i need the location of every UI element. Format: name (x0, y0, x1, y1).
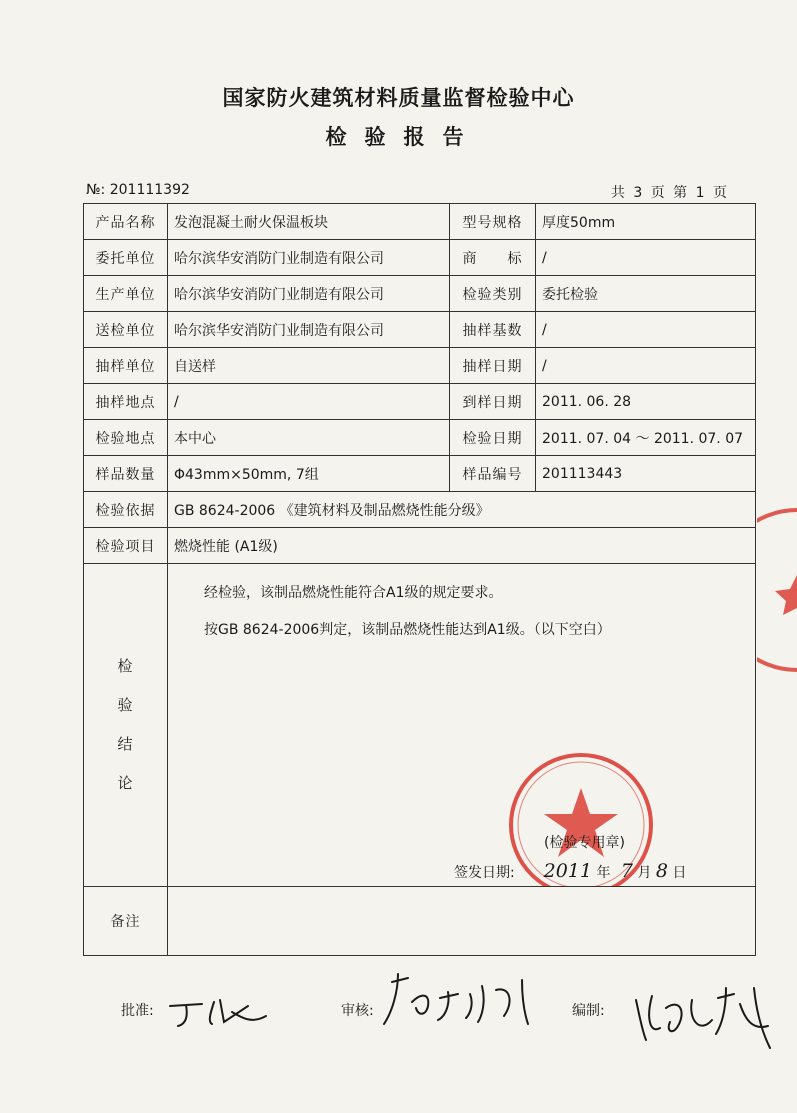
field-value: 委托检验 (536, 276, 756, 312)
field-value: 本中心 (168, 420, 450, 456)
field-value: / (536, 348, 756, 384)
compile-label: 编制: (572, 1003, 605, 1019)
remark-label: 备注 (84, 887, 168, 956)
field-value: Φ43mm×50mm, 7组 (168, 456, 450, 492)
field-label: 抽样单位 (84, 348, 168, 384)
issue-year-unit: 年 (596, 865, 611, 881)
field-label: 型号规格 (450, 204, 536, 240)
conclusion-label-char: 验 (117, 696, 134, 714)
conclusion-content (168, 564, 756, 887)
field-label: 生产单位 (84, 276, 168, 312)
field-label: 样品数量 (84, 456, 168, 492)
table-row (84, 456, 756, 492)
conclusion-label-char: 论 (117, 774, 134, 792)
field-label: 商 标 (450, 240, 536, 276)
field-value: 发泡混凝土耐火保温板块 (168, 204, 450, 240)
seal-label: (检验专用章) (544, 835, 625, 851)
field-label: 检验地点 (84, 420, 168, 456)
approve-signature-icon (162, 992, 272, 1032)
field-label: 委托单位 (84, 240, 168, 276)
field-label: 产品名称 (84, 204, 168, 240)
table-row (84, 528, 756, 564)
table-row (84, 492, 756, 528)
conclusion-row (84, 564, 756, 887)
table-row (84, 420, 756, 456)
report-table (83, 203, 756, 956)
field-label: 抽样基数 (450, 312, 536, 348)
field-value: 自送样 (168, 348, 450, 384)
table-row (84, 312, 756, 348)
field-value: 哈尔滨华安消防门业制造有限公司 (168, 312, 450, 348)
basis-value: GB 8624-2006 《建筑材料及制品燃烧性能分级》 (168, 492, 756, 528)
remark-value (168, 887, 756, 956)
conclusion-label (84, 564, 168, 887)
issue-day: 8 (655, 860, 668, 882)
issue-date-label: 签发日期: (454, 865, 515, 881)
field-value: 厚度50mm (536, 204, 756, 240)
field-label: 样品编号 (450, 456, 536, 492)
conclusion-line-1: 经检验，该制品燃烧性能符合A1级的规定要求。 (204, 585, 503, 601)
table-row (84, 204, 756, 240)
report-title: 检验报告 (325, 125, 482, 149)
field-label: 抽样地点 (84, 384, 168, 420)
field-value: 哈尔滨华安消防门业制造有限公司 (168, 276, 450, 312)
field-label: 到样日期 (450, 384, 536, 420)
approve-label: 批准: (121, 1003, 154, 1019)
basis-label: 检验依据 (84, 492, 168, 528)
field-label: 送检单位 (84, 312, 168, 348)
conclusion-label-char: 检 (117, 657, 134, 675)
remark-row (84, 887, 756, 956)
issue-month-unit: 月 (637, 865, 652, 881)
field-label: 抽样日期 (450, 348, 536, 384)
issue-month: 7 (620, 860, 633, 882)
edge-seal-icon (757, 505, 797, 675)
report-org-title: 国家防火建筑材料质量监督检验中心 (222, 86, 575, 110)
field-value: 2011. 06. 28 (536, 384, 756, 420)
item-value: 燃烧性能 (A1级) (168, 528, 756, 564)
conclusion-label-char: 结 (117, 735, 134, 753)
conclusion-line-2: 按GB 8624-2006判定，该制品燃烧性能达到A1级。（以下空白） (204, 622, 611, 638)
compile-signature-icon (626, 978, 776, 1058)
issue-day-unit: 日 (672, 865, 687, 881)
item-label: 检验项目 (84, 528, 168, 564)
field-value: 哈尔滨华安消防门业制造有限公司 (168, 240, 450, 276)
table-row (84, 348, 756, 384)
field-label: 检验类别 (450, 276, 536, 312)
field-value: 201113443 (536, 456, 756, 492)
page-info: 共 3 页 第 1 页 (610, 185, 729, 201)
table-row (84, 240, 756, 276)
field-value: 2011. 07. 04 ～ 2011. 07. 07 (536, 420, 756, 456)
issue-year: 2011 (543, 860, 592, 882)
table-row (84, 276, 756, 312)
field-value: / (168, 384, 450, 420)
report-number: №: 201111392 (86, 182, 190, 198)
review-signature-icon (378, 972, 548, 1032)
field-label: 检验日期 (450, 420, 536, 456)
table-row (84, 384, 756, 420)
field-value: / (536, 312, 756, 348)
issue-date (454, 860, 686, 882)
review-label: 审核: (341, 1003, 374, 1019)
field-value: / (536, 240, 756, 276)
